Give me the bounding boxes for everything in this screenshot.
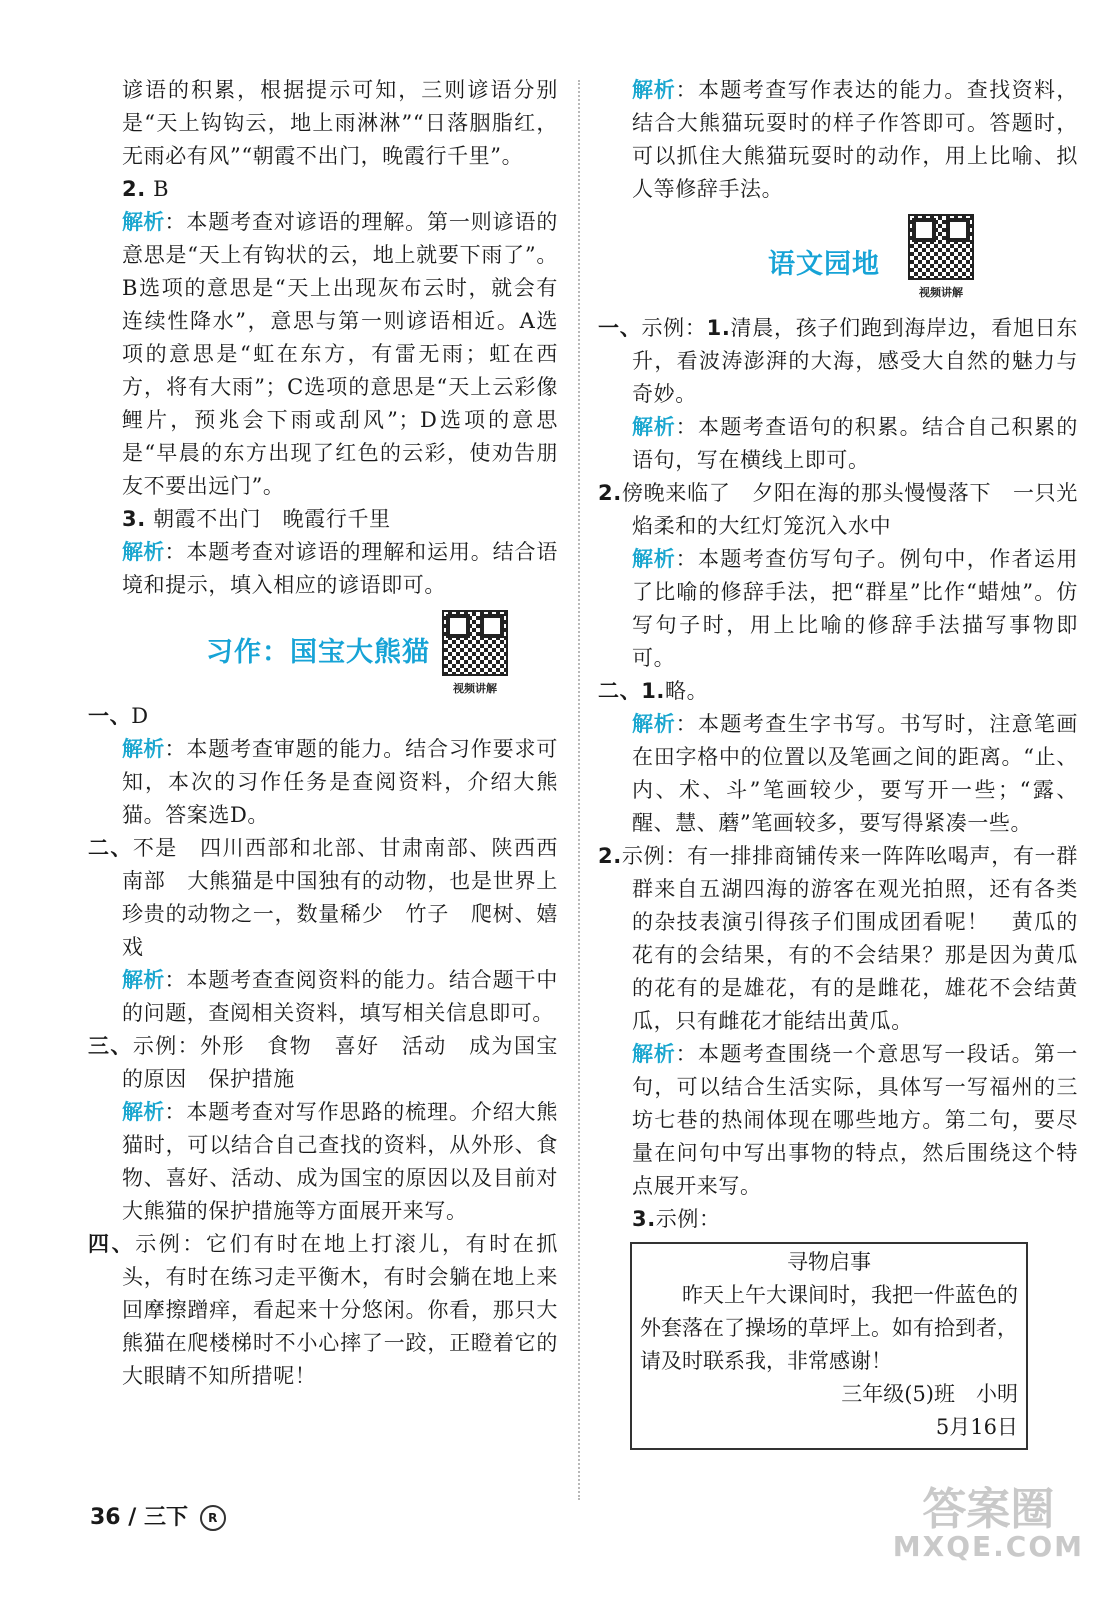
answer-item [598,312,1078,411]
answer-item [88,173,558,206]
item-number: 3. [632,1207,656,1231]
section-number: 一、 [598,316,642,340]
qr-label: 视频讲解 [919,286,963,299]
item-number: 1. [706,316,731,340]
page-footer [90,1500,226,1531]
answer-text: 不是 四川西部和北部、甘肃南部、陕西西南部 大熊猫是中国独有的动物，也是世界上珍贵的动物之一，数量稀少 竹子 爬树、嬉戏 [122,836,558,959]
answer-item [88,503,558,536]
analysis-text: ：本题考查审题的能力。结合习作要求可知，本次的习作任务是查阅资料，介绍大熊猫。答案选D。 [122,737,558,827]
analysis [88,1096,558,1228]
analysis-label: 解析 [122,968,165,992]
notice-date: 5月16日 [935,1415,1018,1439]
answer-item [88,832,558,964]
analysis [598,708,1078,840]
analysis-label: 解析 [632,415,676,439]
watermark-url: MXQE.COM [892,1530,1084,1563]
answer-text: 略。 [665,679,709,703]
analysis-label: 解析 [122,210,165,234]
answer-prefix: 示例： [641,316,707,340]
analysis-label: 解析 [122,737,165,761]
grade-label: 三下 [144,1505,189,1530]
answer-text: 傍晚来临了 夕阳在海的那头慢慢落下 一只光焰柔和的大红灯笼沉入水中 [621,481,1078,538]
section-header [598,206,1078,312]
left-column [88,74,558,1393]
section-number: 三、 [88,1034,133,1058]
qr-code-icon[interactable] [908,214,974,280]
notice-signature: 三年级(5)班 小明 [841,1382,1018,1406]
answer-text: 示例：外形 食物 喜好 活动 成为国宝的原因 保护措施 [122,1034,558,1091]
section-number: 四、 [88,1232,136,1256]
answer-text: B [153,177,170,201]
answer-item [598,840,1078,1038]
analysis-label: 解析 [632,1042,676,1066]
notice-body: 昨天上午大课间时，我把一件蓝色的外套落在了操场的草坪上。如有拾到者，请及时联系我，非常感谢！ [640,1283,1018,1373]
answer-text: D [131,704,149,728]
analysis [598,74,1078,206]
answer-item [598,477,1078,543]
analysis [88,733,558,832]
item-number: 3. [122,507,146,531]
analysis [598,543,1078,675]
answer-prefix: 示例： [655,1207,721,1231]
lost-item-notice [630,1242,1028,1450]
analysis-label: 解析 [122,540,165,564]
answer-item [88,1228,558,1393]
analysis [88,536,558,602]
text: 谚语的积累，根据提示可知，三则谚语分别是“天上钩钩云，地上雨淋淋”“日落胭脂红，无雨必有风”“朝霞不出门，晚霞行千里”。 [122,78,558,168]
answer-item [598,1203,1078,1236]
edition-badge-icon: R [200,1505,226,1531]
section-number: 二、 [598,679,642,703]
answer-text: 清晨，孩子们跑到海岸边，看旭日东升，看波涛澎湃的大海，感受大自然的魅力与奇妙。 [632,316,1078,406]
right-column [598,74,1078,1450]
analysis-text: ：本题考查查阅资料的能力。结合题干中的问题，查阅相关资料，填写相关信息即可。 [122,968,558,1025]
analysis-text: ：本题考查仿写句子。例句中，作者运用了比喻的修辞手法，把“群星”比作“蜡烛”。仿写句子时，用上比喻的修辞手法描写事物即可。 [632,547,1078,670]
section-title: 语文园地 [768,249,880,280]
analysis-text: ：本题考查语句的积累。结合自己积累的语句，写在横线上即可。 [632,415,1078,472]
section-header [88,602,558,700]
notice-title: 寻物启事 [787,1250,871,1274]
analysis-text: ：本题考查围绕一个意思写一段话。第一句，可以结合生活实际，具体写一写福州的三坊七巷的热闹体现在哪些地方。第二句，要尽量在问句中写出事物的特点，然后围绕这个特点展开来写。 [632,1042,1078,1198]
qr-label: 视频讲解 [453,682,497,695]
answer-text: 朝霞不出门 晚霞行千里 [153,507,391,531]
analysis [88,964,558,1030]
section-number: 二、 [88,836,133,860]
answer-item [598,675,1078,708]
watermark-text: 答案圈 [922,1484,1055,1535]
answer-item [88,1030,558,1096]
analysis-label: 解析 [632,712,676,736]
item-number: 2. [598,844,622,868]
footer-separator: / [128,1505,137,1530]
analysis [598,411,1078,477]
item-number: 2. [122,177,146,201]
section-number: 一、 [88,704,132,728]
paragraph [88,74,558,173]
analysis-text: ：本题考查生字书写。书写时，注意笔画在田字格中的位置以及笔画之间的距离。“止、内、术、斗”笔画较少，要写开一些；“露、醒、慧、蘑”笔画较多，要写得紧凑一些。 [632,712,1078,835]
analysis-text: ：本题考查对写作思路的梳理。介绍大熊猫时，可以结合自己查找的资料，从外形、食物、喜好、活动、成为国宝的原因以及目前对大熊猫的保护措施等方面展开来写。 [122,1100,558,1223]
answer-text: 示例：它们有时在地上打滚儿，有时在抓头，有时在练习走平衡木，有时会躺在地上来回摩擦蹭痒，看起来十分悠闲。你看，那只大熊猫在爬楼梯时不小心摔了一跤，正瞪着它的大眼睛不知所措呢！ [122,1232,558,1388]
item-number: 1. [641,679,665,703]
page-number: 36 [90,1505,121,1530]
analysis-label: 解析 [632,78,676,102]
item-number: 2. [598,481,622,505]
answer-item [88,700,558,733]
analysis-label: 解析 [632,547,676,571]
section-title: 习作：国宝大熊猫 [206,637,430,668]
analysis-label: 解析 [122,1100,165,1124]
qr-code-icon[interactable] [442,610,508,676]
analysis [88,206,558,503]
analysis [598,1038,1078,1203]
answer-text: 示例：有一排排商铺传来一阵阵吆喝声，有一群群来自五湖四海的游客在观光拍照，还有各类的杂技表演引得孩子们围成团看呢！ 黄瓜的花有的会结果，有的不会结果？那是因为黄瓜的花有的是雄花，有的是雌花，雄花不会结黄瓜，只有雌花才能结出黄瓜。 [621,844,1078,1033]
analysis-text: ：本题考查对谚语的理解和运用。结合语境和提示，填入相应的谚语即可。 [122,540,558,597]
column-divider [578,80,580,1500]
analysis-text: ：本题考查写作表达的能力。查找资料，结合大熊猫玩耍时的样子作答即可。答题时，可以抓住大熊猫玩耍时的动作，用上比喻、拟人等修辞手法。 [632,78,1078,201]
analysis-text: ：本题考查对谚语的理解。第一则谚语的意思是“天上有钩状的云，地上就要下雨了”。B选项的意思是“天上出现灰布云时，就会有连续性降水”，意思与第一则谚语相近。A选项的意思是“虹在东方，有雷无雨；虹在西方，将有大雨”；C选项的意思是“天上云彩像鲤片，预兆会下雨或刮风”；D选项的意思是“早晨的东方出现了红色的云彩，使劝告朋友不要出远门”。 [122,210,558,498]
watermark [892,1484,1084,1563]
